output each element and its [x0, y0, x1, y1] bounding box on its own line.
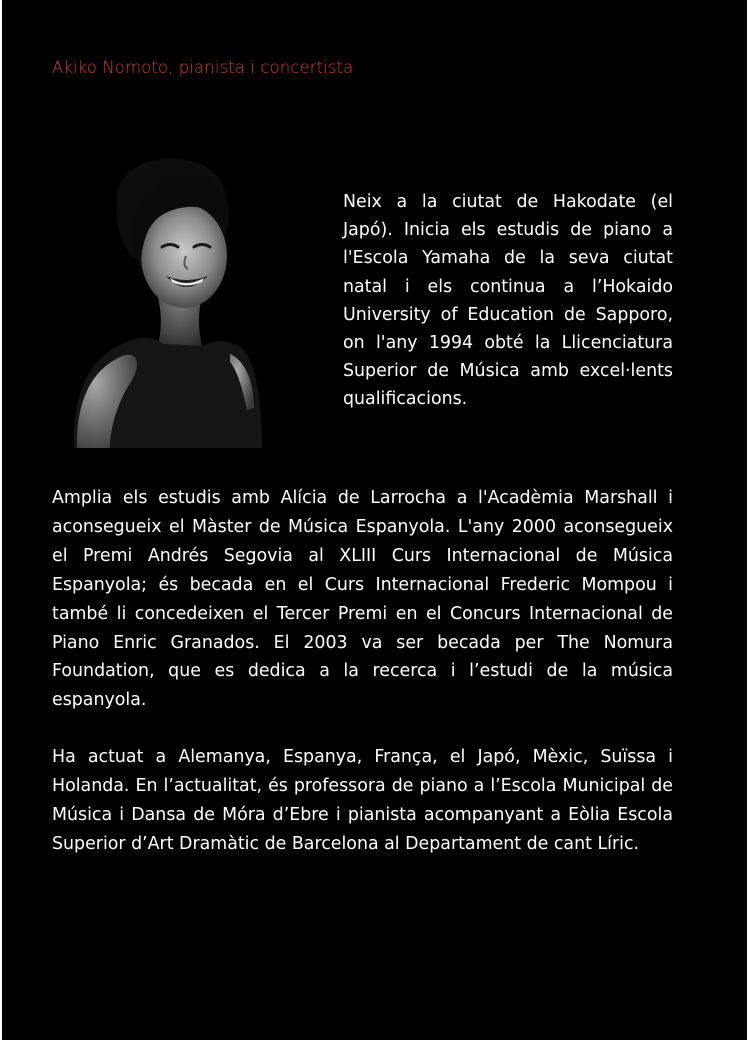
document-page	[2, 0, 747, 1040]
bio-intro: Neix a la ciutat de Hakodate (el Japó). Inicia els estudis de piano a l'Escola Yamaha de la seva ciutat natal i els continua a l’Hokaido University of Education de Sapporo, on l'any 1994 obté la Llicenciatura Superior de Música amb excel·lents qualificacions.	[343, 192, 673, 410]
bio-paragraph-career: Ha actuat a Alemanya, Espanya, França, el Japó, Mèxic, Suïssa i Holanda. En l’actualitat, és professora de piano a l’Escola Municipal de Música i Dansa de Móra d’Ebre i pianista acompanyant a Eòlia Escola Superior d’Art Dramàtic de Barcelona al Departament de cant Líric.	[52, 747, 673, 854]
page-title: Akiko Nomoto, pianista i concertista	[52, 58, 354, 77]
bio-paragraph-studies: Amplia els estudis amb Alícia de Larrocha a l'Acadèmia Marshall i aconsegueix el Màster de Música Espanyola. L'any 2000 aconsegueix el Premi Andrés Segovia al XLIII Curs Internacional de Música Espanyola; és becada en el Curs Internacional Frederic Mompou i també li concedeixen el Tercer Premi en el Concurs Internacional de Piano Enric Granados. El 2003 va ser becada per The Nomura Foundation, que es dedica a la recerca i l’estudi de la música espanyola.	[52, 488, 673, 711]
portrait-photo	[62, 148, 282, 448]
